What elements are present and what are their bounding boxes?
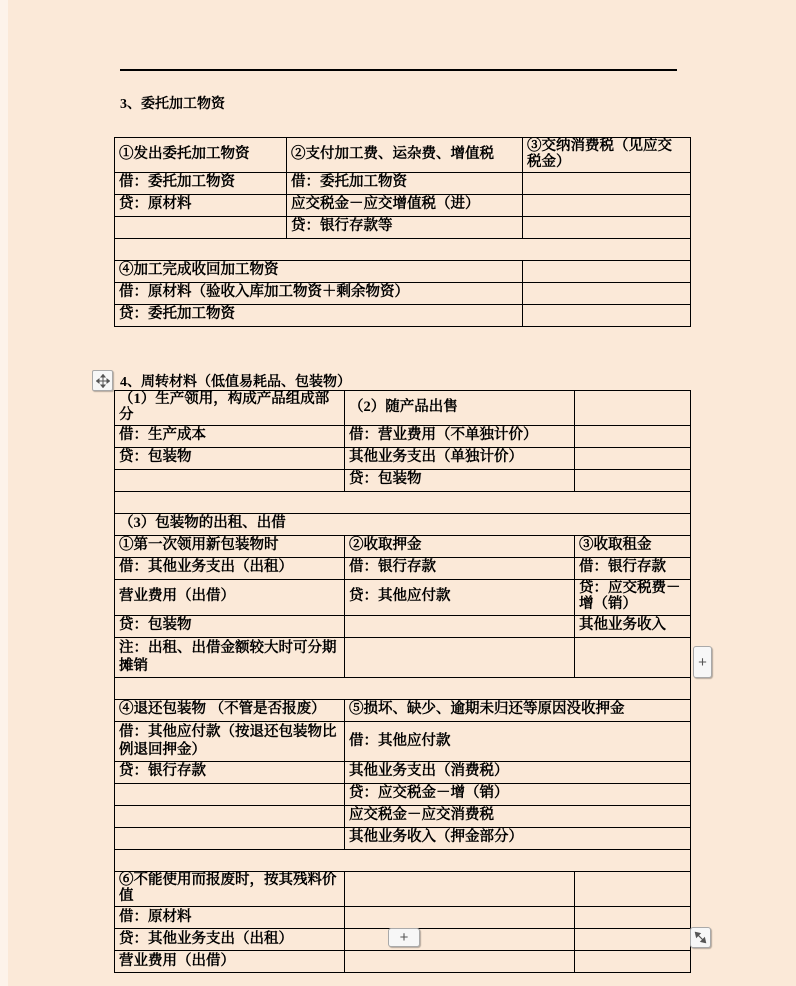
insert-row-button[interactable] [388, 928, 420, 947]
table-cell[interactable]: 贷：银行存款等 [287, 217, 523, 239]
table-cell-empty[interactable] [575, 448, 691, 470]
table-cell[interactable]: 其他业务支出（消费税） [345, 762, 691, 784]
table-row [115, 872, 691, 907]
table-entrusted-processing [114, 137, 691, 327]
table-cell-empty[interactable] [523, 217, 691, 239]
plus-icon: + [399, 929, 409, 946]
table-cell-empty[interactable] [575, 951, 691, 973]
table-cell[interactable]: 贷：应交税金－增（销） [345, 784, 691, 806]
table-cell[interactable]: 贷：包装物 [345, 470, 575, 492]
table-cell-empty[interactable] [115, 239, 691, 261]
table-cell[interactable]: 应交税金－应交消费税 [345, 806, 691, 828]
table-row [115, 261, 691, 283]
table-row [115, 514, 691, 536]
table-cell-empty[interactable] [575, 637, 691, 677]
table-cell[interactable]: 借：其他业务支出（出租） [115, 558, 345, 580]
table-row [115, 391, 691, 426]
table-cell-empty[interactable] [345, 872, 575, 907]
table-cell[interactable]: 借：其他应付款（按退还包装物比例退回押金） [115, 721, 345, 761]
insert-column-button[interactable] [693, 646, 712, 678]
table-cell[interactable]: 其他业务收入（押金部分） [345, 828, 691, 850]
table-cell[interactable]: 借：原材料 [115, 907, 345, 929]
page-left-gutter [0, 0, 8, 986]
table-cell[interactable]: 应交税金－应交增值税（进） [287, 195, 523, 217]
plus-icon: + [698, 653, 707, 671]
table-row [115, 536, 691, 558]
table-cell[interactable]: 贷：其他应付款 [345, 580, 575, 615]
table-cell[interactable]: 借：委托加工物资 [115, 173, 287, 195]
table-cell-empty[interactable] [345, 951, 575, 973]
table-row [115, 305, 691, 327]
table-cell-empty[interactable] [115, 806, 345, 828]
table-row [115, 558, 691, 580]
table-cell-empty[interactable] [575, 426, 691, 448]
table-cell-empty[interactable] [115, 850, 691, 872]
table-cell-empty[interactable] [345, 637, 575, 677]
table-spacer-row [115, 239, 691, 261]
table-row [115, 828, 691, 850]
table-cell-empty[interactable] [115, 677, 691, 699]
table-cell[interactable]: 借：原材料（验收入库加工物资＋剩余物资） [115, 283, 523, 305]
table-cell[interactable]: ②收取押金 [345, 536, 575, 558]
table-cell[interactable]: ⑥不能使用而报废时，按其残料价值 [115, 872, 345, 907]
table-cell-empty[interactable] [575, 929, 691, 951]
table-cell-empty[interactable] [345, 929, 575, 951]
table-cell-empty[interactable] [575, 872, 691, 907]
table-cell[interactable]: 贷：应交税费－增（销） [575, 580, 691, 615]
table-row [115, 580, 691, 615]
table-cell[interactable]: ③交纳消费税（见应交税金） [523, 138, 691, 173]
table-spacer-row [115, 850, 691, 872]
table-cell[interactable]: ①发出委托加工物资 [115, 138, 287, 173]
table-row [115, 426, 691, 448]
table-row [115, 951, 691, 973]
table-cell-empty[interactable] [575, 907, 691, 929]
table-spacer-row [115, 677, 691, 699]
header-rule [120, 69, 677, 71]
table-cell[interactable]: 借：生产成本 [115, 426, 345, 448]
table-cell[interactable]: （2）随产品出售 [345, 391, 575, 426]
section-heading-3: 3、委托加工物资 [120, 97, 225, 112]
table-cell[interactable]: 借：委托加工物资 [287, 173, 523, 195]
table-cell-empty[interactable] [575, 391, 691, 426]
table-row [115, 907, 691, 929]
table-cell[interactable]: 贷：其他业务支出（出租） [115, 929, 345, 951]
section-heading-4: 4、周转材料（低值易耗品、包装物） [120, 375, 351, 390]
table-cell[interactable]: 贷：原材料 [115, 195, 287, 217]
table-move-handle-icon[interactable] [92, 370, 113, 391]
table-resize-handle-icon[interactable] [690, 927, 711, 948]
table-row [115, 470, 691, 492]
table-cell-empty[interactable] [575, 470, 691, 492]
table-cell[interactable]: 贷：包装物 [115, 448, 345, 470]
table-cell[interactable]: （1）生产领用，构成产品组成部分 [115, 391, 345, 426]
table-cell-empty[interactable] [523, 261, 691, 283]
table-cell[interactable]: ④加工完成收回加工物资 [115, 261, 523, 283]
table-cell-empty[interactable] [115, 470, 345, 492]
table-row [115, 173, 691, 195]
table-cell[interactable]: 借：其他应付款 [345, 721, 691, 761]
table-cell[interactable]: 借：银行存款 [575, 558, 691, 580]
table-cell[interactable]: ⑤损坏、缺少、逾期未归还等原因没收押金 [345, 699, 691, 721]
table-spacer-row [115, 492, 691, 514]
table-cell[interactable]: 贷：包装物 [115, 615, 345, 637]
table-row [115, 615, 691, 637]
table-row [115, 806, 691, 828]
table-cell[interactable]: 贷：委托加工物资 [115, 305, 523, 327]
table-row [115, 138, 691, 173]
table-cell[interactable]: （3）包装物的出租、出借 [115, 514, 691, 536]
table-row [115, 699, 691, 721]
table-row [115, 762, 691, 784]
table-cell[interactable]: 借：营业费用（不单独计价） [345, 426, 575, 448]
table-cell[interactable]: ③收取租金 [575, 536, 691, 558]
table-row [115, 195, 691, 217]
table-cell[interactable]: 其他业务支出（单独计价） [345, 448, 575, 470]
table-cell-empty[interactable] [345, 907, 575, 929]
table-row [115, 784, 691, 806]
table-cell-empty[interactable] [523, 305, 691, 327]
table-cell-empty[interactable] [523, 173, 691, 195]
table-cell-empty[interactable] [345, 615, 575, 637]
table-row [115, 448, 691, 470]
table-cell[interactable]: 营业费用（出借） [115, 951, 345, 973]
table-cell[interactable]: ①第一次领用新包装物时 [115, 536, 345, 558]
table-cell-empty[interactable] [115, 784, 345, 806]
table-cell-empty[interactable] [115, 217, 287, 239]
table-cell[interactable]: 注：出租、出借金额较大时可分期摊销 [115, 637, 345, 677]
table-cell[interactable]: ④退还包装物 （不管是否报废） [115, 699, 345, 721]
table-cell-empty[interactable] [115, 492, 691, 514]
table-cell[interactable]: ②支付加工费、运杂费、增值税 [287, 138, 523, 173]
table-row [115, 217, 691, 239]
table-cell[interactable]: 借：银行存款 [345, 558, 575, 580]
table-row [115, 637, 691, 677]
table-cell-empty[interactable] [115, 828, 345, 850]
table-revolving-materials [114, 390, 691, 973]
table-row [115, 721, 691, 761]
table-cell-empty[interactable] [523, 283, 691, 305]
table-row [115, 283, 691, 305]
table-cell[interactable]: 营业费用（出借） [115, 580, 345, 615]
table-cell-empty[interactable] [523, 195, 691, 217]
table-cell[interactable]: 其他业务收入 [575, 615, 691, 637]
table-cell[interactable]: 贷：银行存款 [115, 762, 345, 784]
